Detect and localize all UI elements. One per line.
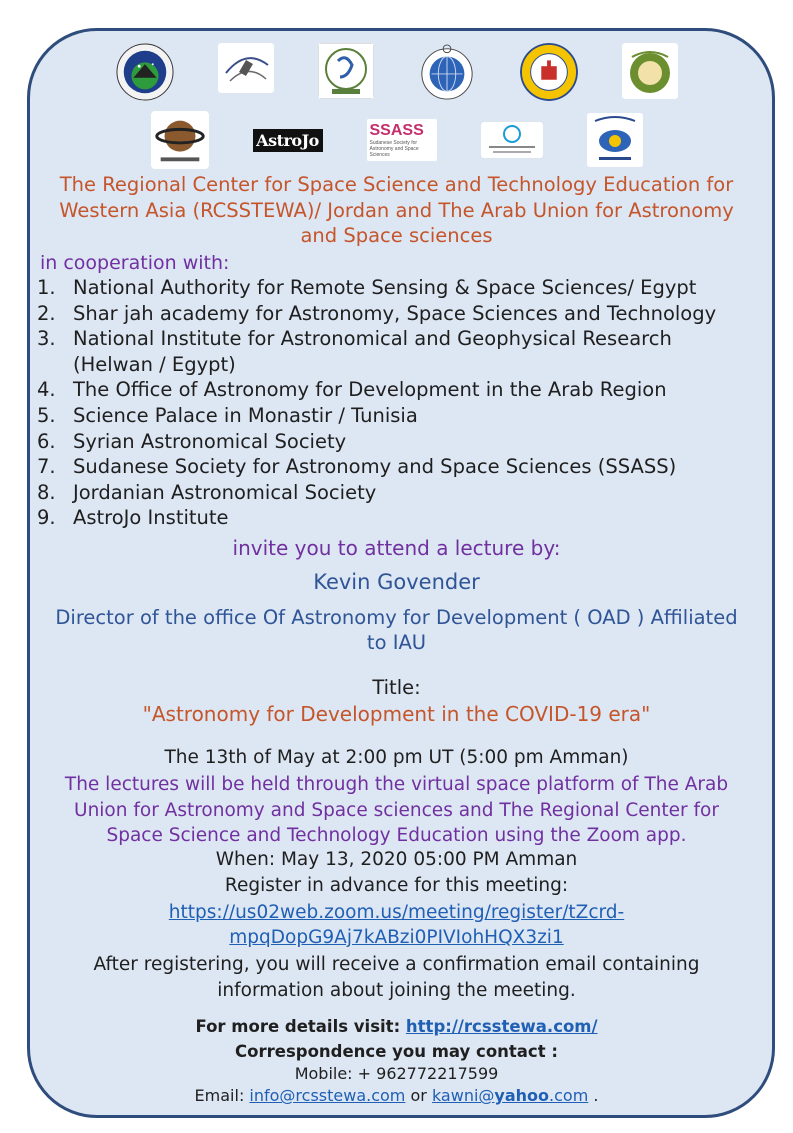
arab-union-logo bbox=[622, 43, 678, 99]
role-line-2: to IAU bbox=[366, 631, 427, 654]
platform-line-3: Space Science and Technology Education using the Zoom app. bbox=[106, 825, 687, 846]
partner-item bbox=[37, 505, 716, 531]
email-link-yahoo[interactable]: kawni@yahoo.com bbox=[431, 1086, 589, 1105]
oad-logo bbox=[481, 122, 543, 158]
partners-list bbox=[37, 275, 716, 531]
partner-item bbox=[37, 301, 716, 327]
partner-name: National Institute for Astronomical and Geophysical Research bbox=[73, 327, 672, 351]
organizer-heading bbox=[32, 172, 761, 249]
partner-item bbox=[37, 326, 716, 352]
partner-item bbox=[37, 377, 716, 403]
partner-number: 6. bbox=[37, 429, 56, 453]
after-registering-note bbox=[32, 952, 761, 1003]
partner-number: 1. bbox=[37, 276, 56, 299]
speaker-role bbox=[32, 605, 761, 655]
email-line bbox=[32, 1086, 761, 1105]
partner-item bbox=[37, 480, 716, 506]
partner-name: (Helwan / Egypt) bbox=[73, 352, 236, 376]
meeting-when: When: May 13, 2020 05:00 PM Amman bbox=[215, 849, 578, 870]
ssass-text: SSASS Sudanese Society for Astronomy and Space Sciences bbox=[367, 119, 437, 161]
observatory-logo bbox=[116, 43, 174, 101]
ssass-logo bbox=[367, 118, 437, 162]
role-line-1: Director of the office Of Astronomy for Development ( OAD ) Affiliated bbox=[55, 606, 738, 629]
register-prompt: Register in advance for this meeting: bbox=[224, 875, 569, 896]
speaker-name: Kevin Govender bbox=[313, 570, 480, 594]
eye-logo bbox=[587, 113, 643, 167]
partner-number: 4. bbox=[37, 378, 56, 402]
mobile-number: Mobile: + 962772217599 bbox=[294, 1064, 499, 1083]
globe-seal-logo bbox=[418, 43, 476, 101]
partner-number: 5. bbox=[37, 403, 56, 427]
logo-row-top bbox=[0, 43, 793, 101]
astrojo-text: AstroJo bbox=[253, 129, 323, 152]
partner-number: 2. bbox=[37, 301, 56, 325]
zoom-link-line-1[interactable]: https://us02web.zoom.us/meeting/register/tZcrd- bbox=[168, 902, 625, 923]
header-line-1: The Regional Center for Space Science and Technology Education for bbox=[59, 173, 734, 196]
partner-number: 7. bbox=[37, 455, 56, 479]
platform-line-1: The lectures will be held through the virtual space platform of The Arab bbox=[64, 774, 729, 795]
partner-item bbox=[37, 275, 716, 301]
partner-item bbox=[37, 352, 716, 378]
partner-item bbox=[37, 403, 716, 429]
partner-name: Science Palace in Monastir / Tunisia bbox=[73, 403, 418, 427]
partner-name: National Authority for Remote Sensing & Space Sciences/ Egypt bbox=[73, 276, 697, 299]
saturn-logo bbox=[151, 111, 209, 169]
header-line-3: and Space sciences bbox=[300, 224, 493, 247]
after-line-2: information about joining the meeting. bbox=[217, 979, 576, 1001]
partner-item bbox=[37, 429, 716, 455]
partner-name: AstroJo Institute bbox=[73, 506, 229, 530]
partner-name: Syrian Astronomical Society bbox=[73, 429, 347, 453]
partner-name: Sudanese Society for Astronomy and Space Sciences (SSASS) bbox=[73, 455, 677, 479]
partner-name: The Office of Astronomy for Development in the Arab Region bbox=[73, 378, 667, 402]
email-link-rcsstewa[interactable]: info@rcsstewa.com bbox=[249, 1086, 406, 1105]
partner-number: 8. bbox=[37, 480, 56, 504]
invite-text: invite you to attend a lecture by: bbox=[232, 536, 561, 560]
details-line bbox=[32, 1017, 761, 1036]
narss-logo bbox=[318, 43, 374, 99]
zoom-register-link[interactable] bbox=[32, 900, 761, 950]
header-line-2: Western Asia (RCSSTEWA)/ Jordan and The Arab Union for Astronomy bbox=[59, 198, 734, 222]
partner-name: Shar jah academy for Astronomy, Space Sciences and Technology bbox=[73, 301, 717, 325]
platform-description bbox=[32, 772, 761, 849]
astrojo-logo bbox=[253, 120, 323, 160]
email-label: Email: bbox=[194, 1086, 250, 1105]
partner-number: 9. bbox=[37, 506, 56, 530]
title-label: Title: bbox=[372, 676, 421, 699]
partner-number: 3. bbox=[37, 327, 56, 351]
zoom-link-line-2[interactable]: mpqDopG9Aj7kABzi0PIVIohHQX3zi1 bbox=[229, 927, 564, 948]
logo-row-bottom bbox=[0, 111, 793, 169]
lecture-title: "Astronomy for Development in the COVID-19 era" bbox=[142, 702, 651, 726]
website-link[interactable]: http://rcsstewa.com/ bbox=[405, 1017, 598, 1036]
lecture-date: The 13th of May at 2:00 pm UT (5:00 pm Amman) bbox=[164, 747, 629, 768]
cooperation-label: in cooperation with: bbox=[40, 252, 230, 274]
details-label: For more details visit: bbox=[195, 1017, 406, 1036]
email-or: or bbox=[405, 1086, 432, 1105]
email-end: . bbox=[588, 1086, 599, 1105]
partner-number bbox=[37, 352, 73, 378]
after-line-1: After registering, you will receive a confirmation email containing bbox=[93, 954, 700, 975]
partner-name: Jordanian Astronomical Society bbox=[73, 480, 377, 504]
partner-item bbox=[37, 454, 716, 480]
platform-line-2: Union for Astronomy and Space sciences and The Regional Center for bbox=[74, 799, 719, 821]
science-palace-logo bbox=[520, 43, 578, 101]
satellite-logo bbox=[218, 43, 274, 93]
correspondence-label: Correspondence you may contact : bbox=[235, 1042, 558, 1061]
